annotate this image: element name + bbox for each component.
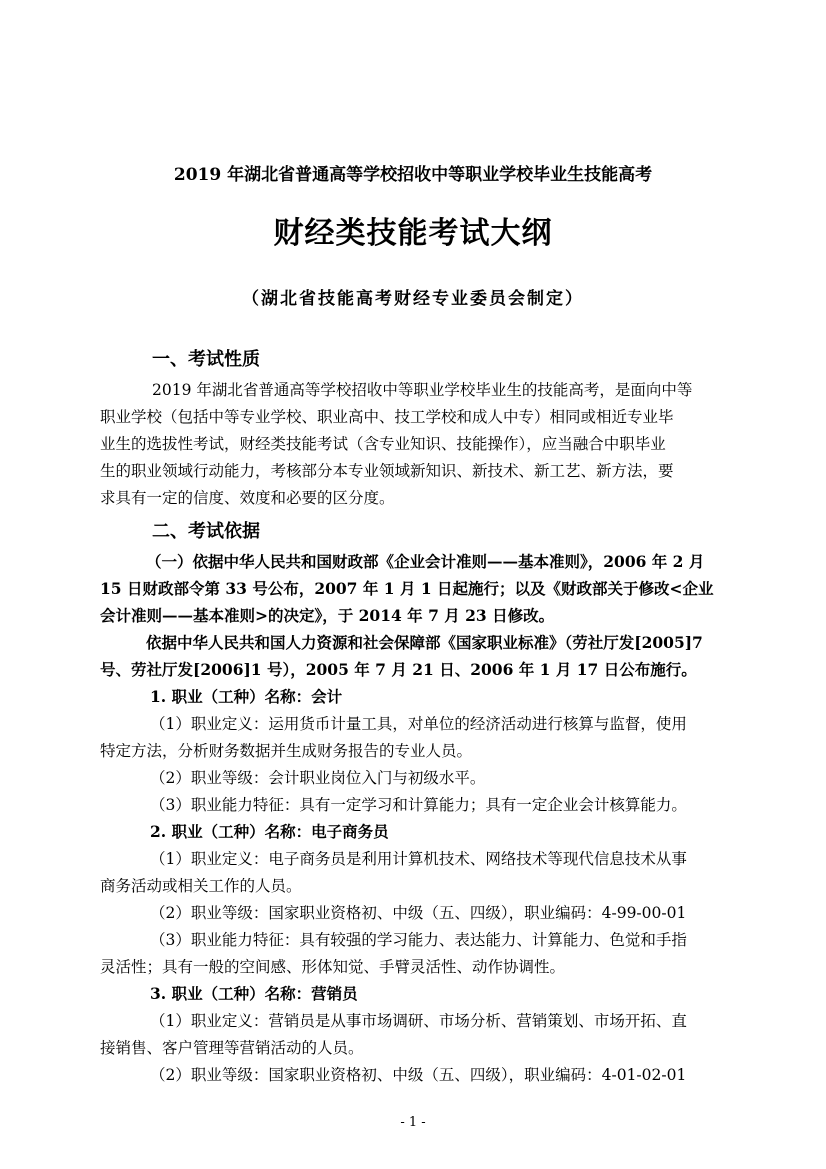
section-heading: 一、考试性质 <box>152 349 260 370</box>
document-subtitle: （湖北省技能高考财经专业委员会制定） <box>242 289 584 309</box>
paragraph-line: 求具有一定的信度、效度和必要的区分度。 <box>100 489 395 507</box>
paragraph-line: （一）依据中华人民共和国财政部《企业会计准则——基本准则》，2006 年 2 月 <box>146 552 705 571</box>
subsection-heading: 3. 职业（工种）名称：营销员 <box>150 984 358 1003</box>
paragraph-line: 特定方法，分析财务数据并生成财务报告的专业人员。 <box>100 742 473 760</box>
paragraph-line: 商务活动或相关工作的人员。 <box>100 877 302 895</box>
document-title-line: 2019 年湖北省普通高等学校招收中等职业学校毕业生技能高考 <box>173 165 653 185</box>
page-number: - 1 - <box>400 1115 426 1130</box>
subsection-heading: 2. 职业（工种）名称：电子商务员 <box>150 822 389 841</box>
paragraph-line: （2）职业等级：会计职业岗位入门与初级水平。 <box>150 769 486 787</box>
paragraph-line: （3）职业能力特征：具有一定学习和计算能力；具有一定企业会计核算能力。 <box>150 796 687 814</box>
subsection-heading: 1. 职业（工种）名称：会计 <box>150 687 343 706</box>
paragraph-line: 灵活性；具有一般的空间感、形体知觉、手臂灵活性、动作协调性。 <box>100 958 566 976</box>
paragraph-line: （2）职业等级：国家职业资格初、中级（五、四级），职业编码：4-99-00-01 <box>150 904 687 922</box>
paragraph-line: 职业学校（包括中等专业学校、职业高中、技工学校和成人中专）相同或相近专业毕 <box>100 408 674 426</box>
paragraph-line: 号、劳社厅发[2006]1 号），2005 年 7 月 21 日、2006 年 1 月 17 日公布施行。 <box>100 660 697 679</box>
paragraph-line: 生的职业领域行动能力，考核部分本专业领域新知识、新技术、新工艺、新方法，要 <box>100 462 674 480</box>
paragraph-line: 业生的选拔性考试，财经类技能考试（含专业知识、技能操作），应当融合中职毕业 <box>100 435 666 453</box>
paragraph-line: （1）职业定义：运用货币计量工具，对单位的经济活动进行核算与监督，使用 <box>150 715 687 733</box>
paragraph-line: （2）职业等级：国家职业资格初、中级（五、四级），职业编码：4-01-02-01 <box>150 1066 687 1084</box>
paragraph-line: 依据中华人民共和国人力资源和社会保障部《国家职业标准》（劳社厅发[2005]7 <box>146 633 703 652</box>
paragraph-line: 15 日财政部令第 33 号公布，2007 年 1 月 1 日起施行；以及《财政部关于修改<企业 <box>100 579 714 598</box>
paragraph-line: （1）职业定义：营销员是从事市场调研、市场分析、营销策划、市场开拓、直 <box>150 1012 687 1030</box>
document-main-title: 财经类技能考试大纲 <box>273 216 553 251</box>
paragraph-line: （3）职业能力特征：具有较强的学习能力、表达能力、计算能力、色觉和手指 <box>150 931 687 949</box>
section-heading: 二、考试依据 <box>152 521 260 542</box>
paragraph-line: （1）职业定义：电子商务员是利用计算机技术、网络技术等现代信息技术从事 <box>150 850 687 868</box>
paragraph-line: 会计准则——基本准则>的决定》，于 2014 年 7 月 23 日修改。 <box>100 606 555 625</box>
paragraph-line: 接销售、客户管理等营销活动的人员。 <box>100 1039 364 1057</box>
paragraph-line: 2019 年湖北省普通高等学校招收中等职业学校毕业生的技能高考，是面向中等 <box>152 381 693 399</box>
